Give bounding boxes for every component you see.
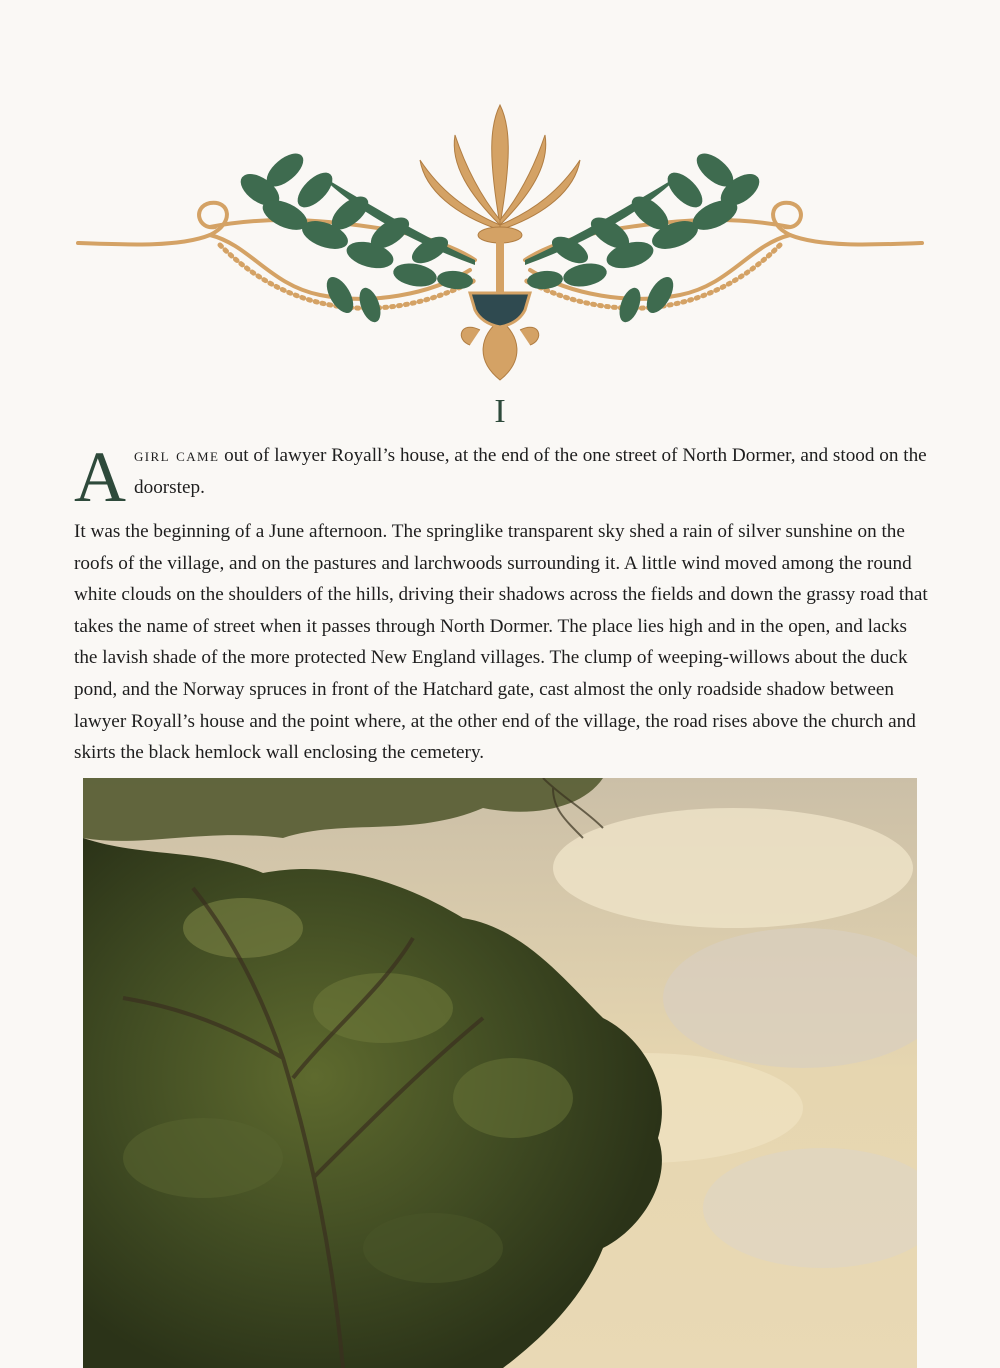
opening-paragraph [74, 440, 930, 506]
chapter-number: I [494, 393, 506, 430]
drop-cap: A [74, 440, 126, 506]
floral-scroll-ornament-icon [70, 95, 930, 390]
chapter-text [74, 440, 930, 769]
opening-text: out of lawyer Royall’s house, at the end of the one street of North Dormer, and stood on the doorstep. [134, 445, 927, 498]
body-paragraph: It was the beginning of a June afternoon. The springlike transparent sky shed a rain of silver sunshine on the roofs of the village, and on the pastures and larchwoods surrounding it. A little wind moved among the round white clouds on the shoulders of the hills, driving their shadows across the fields and down the grassy road that takes the name of street when it passes through North Dormer. The place lies high and in the open, and lacks the lavish shade of the more protected New England villages. The clump of weeping-willows about the duck pond, and the Norway spruces in front of the Hatchard gate, cast almost the only roadside shadow between lawyer Royall’s house and the point where, at the other end of the village, the road rises above the church and skirts the black hemlock wall enclosing the cemetery. [74, 521, 928, 764]
landscape-painting-tree-icon [83, 778, 917, 1368]
opening-smallcaps: girl came [134, 445, 220, 466]
